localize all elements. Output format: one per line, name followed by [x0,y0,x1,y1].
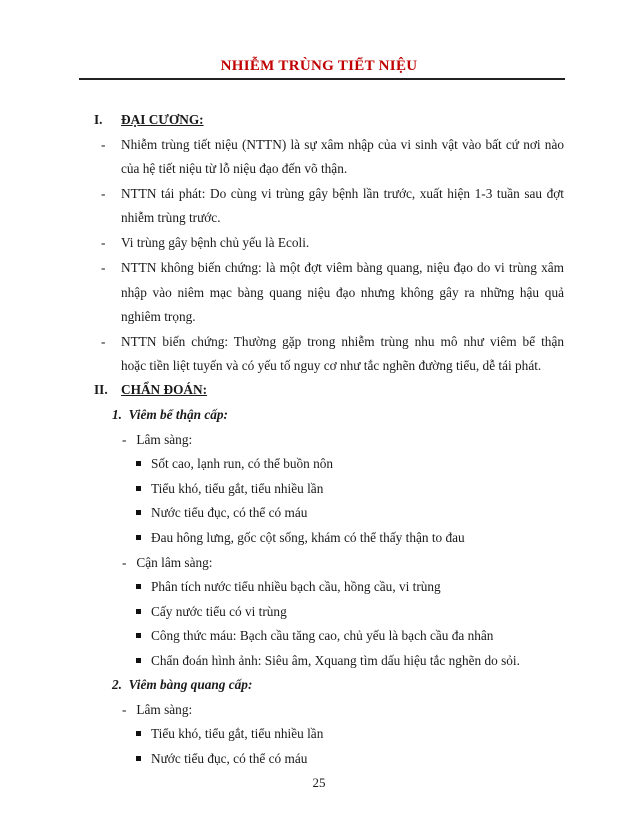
paragraph-line: NTTN không biến chứng: là một đợt viêm bàng quang, niệu đạo do vi trùng xâm [121,260,564,275]
paragraph-line: NTTN tái phát: Do cùng vi trùng gây bệnh lần trước, xuất hiện 1-3 tuần sau đợt [121,186,564,201]
paragraph-line: NTTN biến chứng: Thường gặp trong nhiễm trùng nhu mô như viêm bể thận [121,334,564,349]
section-1-heading: ĐẠI CƯƠNG: [121,112,204,127]
paragraph-line: nghiêm trọng. [121,309,196,324]
paragraph-line: nhập vào niêm mạc bàng quang niệu đạo nhưng không gây ra những hậu quả [121,285,564,300]
page-number: 25 [312,775,326,790]
square-bullet-icon [136,486,141,491]
bullet-dash: - [101,334,106,349]
list-item: Sốt cao, lạnh run, có thể buồn nôn [151,456,334,471]
paragraph-line: nhiễm trùng trước. [121,210,221,225]
square-bullet-icon [136,461,141,466]
square-bullet-icon [136,731,141,736]
clinical-label: - Lâm sàng: [122,432,193,447]
subsection-1-title: 1. Viêm bể thận cấp: [112,407,228,422]
square-bullet-icon [136,584,141,589]
square-bullet-icon [136,535,141,540]
title-underline [79,78,565,80]
list-item: Nước tiểu đục, có thể có máu [151,751,308,766]
bullet-dash: - [101,186,106,201]
list-item: Tiểu khó, tiểu gắt, tiểu nhiều lần [151,726,324,741]
page-title: NHIỄM TRÙNG TIỂT NIỆU [220,58,418,74]
subsection-2-title: 2. Viêm bàng quang cấp: [112,677,253,692]
section-2-heading: CHẨN ĐOÁN: [121,382,208,397]
square-bullet-icon [136,756,141,761]
list-item: Tiểu khó, tiểu gắt, tiểu nhiều lần [151,481,324,496]
list-item: Nước tiểu đục, có thể có máu [151,505,308,520]
bullet-dash: - [101,260,106,275]
bullet-dash: - [101,137,106,152]
bullet-dash: - [101,235,106,250]
square-bullet-icon [136,609,141,614]
list-item: Công thức máu: Bạch cầu tăng cao, chủ yếu là bạch cầu đa nhân [151,628,494,643]
paragraph-line: của hệ tiết niệu từ lỗ niệu đạo đến võ thận. [121,161,348,176]
clinical-label: - Lâm sàng: [122,702,193,717]
section-2-number: II. [94,382,108,397]
list-item: Chẩn đoán hình ảnh: Siêu âm, Xquang tìm dấu hiệu tắc nghẽn do sỏi. [151,653,520,668]
square-bullet-icon [136,658,141,663]
list-item: Phân tích nước tiểu nhiều bạch cầu, hồng cầu, vi trùng [151,579,441,594]
paraclinical-label: - Cận lâm sàng: [122,555,213,570]
square-bullet-icon [136,510,141,515]
paragraph-line: Vi trùng gây bệnh chủ yếu là Ecoli. [121,235,310,250]
list-item: Đau hông lưng, gốc cột sống, khám có thể thấy thận to đau [151,530,465,545]
square-bullet-icon [136,633,141,638]
list-item: Cấy nước tiểu có vi trùng [151,604,287,619]
paragraph-line: hoặc tiền liệt tuyến và có yếu tố nguy cơ như tắc nghẽn đường tiểu, dễ tái phát. [121,358,542,373]
section-1-number: I. [94,112,103,127]
paragraph-line: Nhiễm trùng tiết niệu (NTTN) là sự xâm nhập của vi sinh vật vào bất cứ nơi nào [121,137,564,152]
